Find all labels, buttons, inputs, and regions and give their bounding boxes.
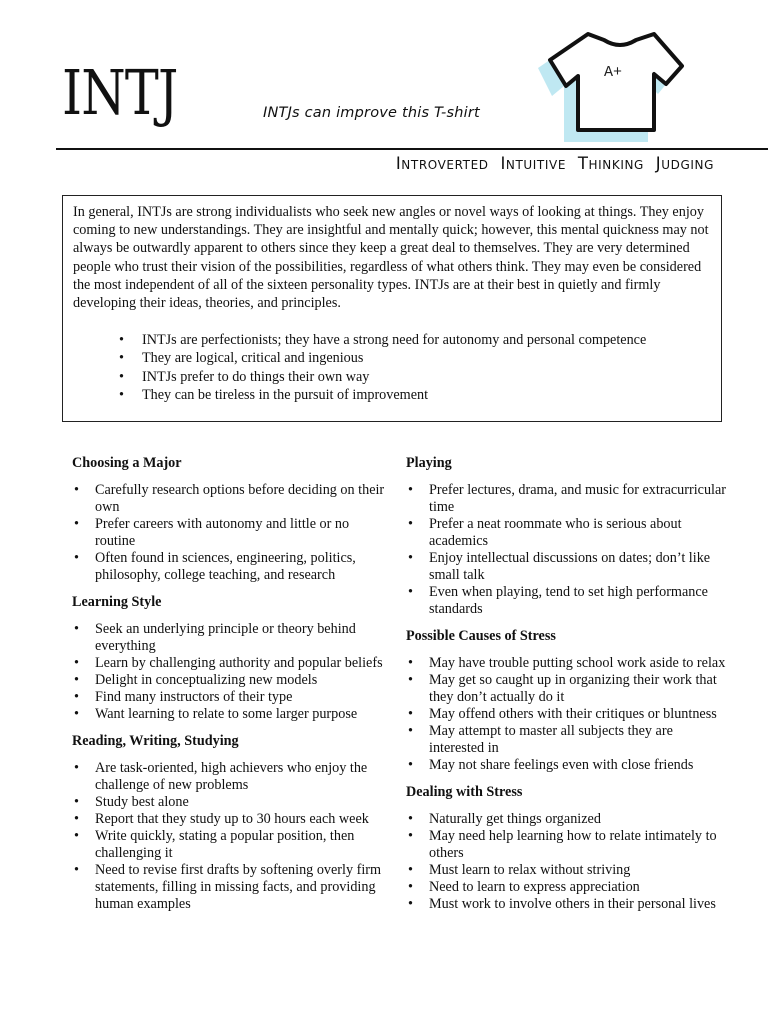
- tshirt-icon: [536, 22, 686, 142]
- list-item: • Even when playing, tend to set high performance standards: [406, 584, 728, 618]
- section-learning-style: [72, 593, 392, 723]
- list-item: • Must work to involve others in their personal lives: [406, 896, 728, 913]
- section-heading: Reading, Writing, Studying: [72, 733, 239, 749]
- list-item: • INTJs are perfectionists; they have a strong need for autonomy and personal competence: [119, 331, 711, 349]
- list-item: • They can be tireless in the pursuit of improvement: [119, 386, 711, 404]
- list-item: • May attempt to master all subjects they are interested in: [406, 723, 728, 757]
- section-choosing-a-major: [72, 454, 392, 584]
- list-item: • Often found in sciences, engineering, politics, philosophy, college teaching, and research: [72, 550, 392, 584]
- section-playing: [406, 454, 728, 618]
- bullet-list: [72, 482, 392, 584]
- bullet-list: [72, 621, 392, 723]
- list-item: • May not share feelings even with close friends: [406, 757, 728, 774]
- list-item: • May need help learning how to relate intimately to others: [406, 828, 728, 862]
- list-item: • Seek an underlying principle or theory behind everything: [72, 621, 392, 655]
- tagline: INTJs can improve this T-shirt: [263, 105, 480, 121]
- list-item: • Delight in conceptualizing new models: [72, 672, 392, 689]
- bullet-list: [406, 482, 728, 618]
- list-item: • They are logical, critical and ingenious: [119, 349, 711, 367]
- bullet-list: [72, 760, 392, 913]
- section-heading: Possible Causes of Stress: [406, 628, 556, 644]
- list-item: • May offend others with their critiques or bluntness: [406, 706, 728, 723]
- right-column: [406, 454, 728, 922]
- list-item: • Prefer a neat roommate who is serious about academics: [406, 516, 728, 550]
- list-item: • Write quickly, stating a popular position, then challenging it: [72, 828, 392, 862]
- list-item: • Carefully research options before deciding on their own: [72, 482, 392, 516]
- list-item: • Are task-oriented, high achievers who enjoy the challenge of new problems: [72, 760, 392, 794]
- section-reading-writing-studying: [72, 732, 392, 913]
- section-heading: Choosing a Major: [72, 455, 182, 471]
- left-column: [72, 454, 392, 922]
- list-item: • Naturally get things organized: [406, 811, 728, 828]
- section-possible-causes-of-stress: [406, 627, 728, 774]
- bullet-list: [406, 811, 728, 913]
- page-title: INTJ: [62, 56, 178, 129]
- section-heading: Learning Style: [72, 594, 162, 610]
- intro-paragraph: In general, INTJs are strong individualists who seek new angles or novel ways of looking at things. They enjoy coming to new understandings. They are insightful and mentally quick; however, this mental quickness may not always be outwardly apparent to others since they keep a great deal to themselves. They are very determined people who trust their vision of the possibilities, regardless of what others think. They may even be considered the most independent of all of the sixteen personality types. INTJs are at their best in quietly and firmly developing their ideas, theories, and principles.: [73, 204, 709, 312]
- list-item: • May get so caught up in organizing their work that they don’t actually do it: [406, 672, 728, 706]
- list-item: • Find many instructors of their type: [72, 689, 392, 706]
- header-divider: [56, 148, 768, 150]
- list-item: • Must learn to relax without striving: [406, 862, 728, 879]
- list-item: • Enjoy intellectual discussions on dates; don’t like small talk: [406, 550, 728, 584]
- list-item: • Need to revise first drafts by softening overly firm statements, filling in missing facts, and providing human examples: [72, 862, 392, 913]
- list-item: • Want learning to relate to some larger purpose: [72, 706, 392, 723]
- tshirt-grade: A+: [604, 64, 623, 81]
- section-heading: Dealing with Stress: [406, 784, 523, 800]
- list-item: • Need to learn to express appreciation: [406, 879, 728, 896]
- list-item: • Prefer lectures, drama, and music for extracurricular time: [406, 482, 728, 516]
- bullet-list: [406, 655, 728, 774]
- intro-box: [62, 195, 722, 422]
- intro-bullet-list: [73, 331, 711, 404]
- page-subtitle: Introverted Intuitive Thinking Judging: [395, 154, 714, 173]
- list-item: • INTJs prefer to do things their own way: [119, 368, 711, 386]
- section-heading: Playing: [406, 455, 452, 471]
- section-dealing-with-stress: [406, 783, 728, 913]
- list-item: • Report that they study up to 30 hours each week: [72, 811, 392, 828]
- list-item: • May have trouble putting school work aside to relax: [406, 655, 728, 672]
- list-item: • Learn by challenging authority and popular beliefs: [72, 655, 392, 672]
- list-item: • Study best alone: [72, 794, 392, 811]
- list-item: • Prefer careers with autonomy and little or no routine: [72, 516, 392, 550]
